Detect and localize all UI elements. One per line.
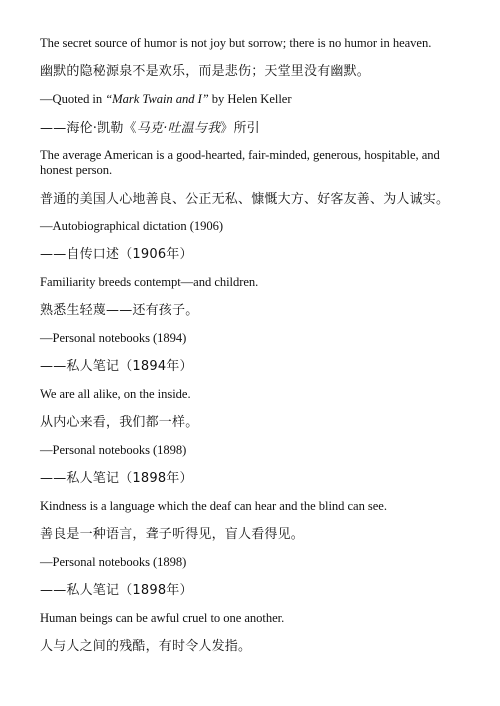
quote-source-english: —Personal notebooks (1898) bbox=[40, 555, 187, 569]
quote-source-english: —Personal notebooks (1894) bbox=[40, 331, 187, 345]
quote-english: Kindness is a language which the deaf can hear and the blind can see. bbox=[40, 499, 387, 513]
quote-source-chinese: ——私人笔记（1894年） bbox=[40, 359, 193, 374]
quote-english: The secret source of humor is not joy but sorrow; there is no humor in heaven. bbox=[40, 36, 432, 50]
quote-chinese: 人与人之间的残酷，有时令人发指。 bbox=[40, 639, 252, 654]
quote-source-chinese: ——自传口述（1906年） bbox=[40, 247, 193, 262]
source-suffix: 》所引 bbox=[220, 121, 260, 136]
quote-source-chinese bbox=[40, 121, 470, 137]
quote-chinese: 普通的美国人心地善良、公正无私、慷慨大方、好客友善、为人诚实。 bbox=[40, 192, 450, 207]
quote-source-chinese: ——私人笔记（1898年） bbox=[40, 471, 193, 486]
quote-source-chinese: ——私人笔记（1898年） bbox=[40, 583, 193, 598]
source-prefix: —Quoted in bbox=[40, 92, 106, 106]
quote-english: We are all alike, on the inside. bbox=[40, 387, 191, 401]
quote-chinese: 幽默的隐秘源泉不是欢乐，而是悲伤；天堂里没有幽默。 bbox=[40, 64, 371, 79]
quote-source-english: —Personal notebooks (1898) bbox=[40, 443, 187, 457]
quote-source-english bbox=[40, 92, 470, 107]
source-title: 马克·吐温与我 bbox=[136, 121, 221, 136]
quote-chinese: 善良是一种语言，聋子听得见，盲人看得见。 bbox=[40, 527, 305, 542]
quote-chinese: 从内心来看，我们都一样。 bbox=[40, 415, 199, 430]
quote-english: Human beings can be awful cruel to one another. bbox=[40, 611, 285, 625]
quote-chinese: 熟悉生轻蔑——还有孩子。 bbox=[40, 303, 199, 318]
source-prefix: ——海伦·凯勒《 bbox=[40, 121, 137, 136]
source-title: “Mark Twain and I” bbox=[105, 92, 209, 106]
quote-source-english: —Autobiographical dictation (1906) bbox=[40, 219, 223, 233]
quote-english: The average American is a good-hearted, fair-minded, generous, hospitable, and honest person. bbox=[40, 148, 440, 177]
source-suffix: by Helen Keller bbox=[208, 92, 292, 106]
quote-english: Familiarity breeds contempt—and children. bbox=[40, 275, 259, 289]
